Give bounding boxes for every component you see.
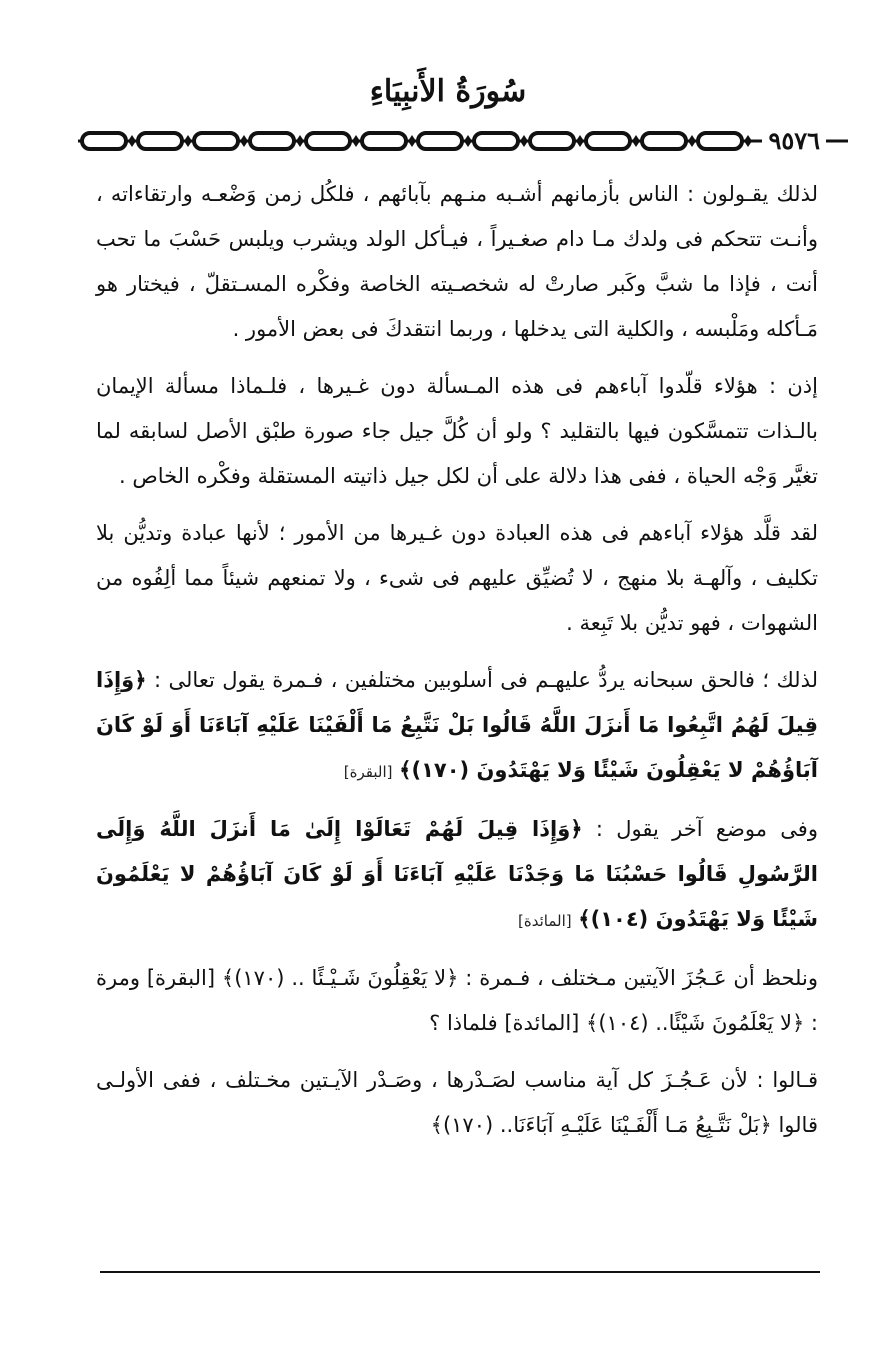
paragraph-text: لذلك يقـولون : الناس بأزمانهم أشـبه منـهم بآبائهم ، فلكُل زمن وَضْعـه وارتقاءاته ، وأنـت تتحكم فى ولدك مـا دام صغـيراً ، فيـأكل الولد ويشرب ويلبس حَسْبَ ما تحب أنت ، فإذا ما شبَّ وكَبر صارتْ له شخصـيته الخاصة وفكْره المسـتقلّ ، فيختار هو مَـأكله ومَلْبسه ، والكلية التى يدخلها ، وربما انتقدكَ فى بعض الأمور . [96,182,818,341]
paragraph-text: وفى موضع آخر يقول : [595,817,818,841]
paragraph-text: إذن : هؤلاء قلّدوا آباءهم فى هذه المـسألة دون غـيرها ، فلـماذا مسألة الإيمان بالـذات تتمسَّكون فيها بالتقليد ؟ ولو أن كُلَّ جيل جاء صورة طبْق الأصل لسابقه لما تغيَّر وَجْه الحياة ، ففى هذا دلالة على أن لكل جيل ذاتيته المستقلة وفكْره الخاص . [96,374,818,488]
paragraph [96,807,818,944]
paragraph [96,956,818,1046]
paragraph [96,511,818,646]
paragraph [96,364,818,499]
header-ornament-border [78,126,848,156]
paragraph [96,172,818,352]
surah-title: سُورَةُ الأَنبِيَاءِ [369,74,527,109]
quran-verse: ﴿وَإِذَا قِيلَ لَهُمْ تَعَالَوْا إِلَىٰ مَا أَنزَلَ اللَّهُ وَإِلَى الرَّسُولِ قَالُوا حَسْبُنَا مَا وَجَدْنَا عَلَيْهِ آبَاءَنَا أَوَ لَوْ كَانَ آبَاؤُهُمْ لا يَعْلَمُونَ شَيْئًا وَلا يَهْتَدُونَ (١٠٤)﴾ [96,817,818,931]
paragraph-text: ونلحظ أن عَـجُزَ الآيتين مـختلف ، فـمرة : ﴿لا يَعْقِلُونَ شَـيْـئًا .. (١٧٠)﴾ [البقرة] ومرة : ﴿لا يَعْلَمُونَ شَيْئًا.. (١٠٤)﴾ [المائدة] فلماذا ؟ [96,966,818,1035]
paragraph [96,1058,818,1148]
paragraph-text: لذلك ؛ فالحق سبحانه يردُّ عليهـم فى أسلوبين مختلفين ، فـمرة يقول تعالى : [154,668,818,692]
surah-reference: [البقرة] [343,763,393,781]
body-text [96,172,818,1160]
paragraph-text: لقد قلَّد هؤلاء آباءهم فى هذه العبادة دون غـيرها من الأمور ؛ لأنها عبادة وتديُّن بلا تكليف ، وآلهـة بلا منهج ، لا تُضيِّق عليهم فى شىء ، ولا تمنعهم شيئاً مما ألِفُوه من الشهوات ، فهو تديُّن بلا تَبِعة . [96,521,818,635]
page-number: ٩٥٧٦ [762,126,826,156]
paragraph-text: قـالوا : لأن عَـجُـزَ كل آية مناسب لصَـدْرها ، وصَـدْر الآيـتين مخـتلف ، ففى الأولـى قالوا ﴿بَلْ نَتَّـبِعُ مَـا أَلْفَـيْنَا عَلَيْـهِ آبَاءَنَا.. (١٧٠)﴾ [96,1068,818,1137]
footer-rule [100,1271,820,1273]
quran-verse: ﴿وَإِذَا قِيلَ لَهُمُ اتَّبِعُوا مَا أَنزَلَ اللَّهُ قَالُوا بَلْ نَتَّبِعُ مَا أَلْفَيْنَا عَلَيْهِ آبَاءَنَا أَوَ لَوْ كَانَ آبَاؤُهُمْ لا يَعْقِلُونَ شَيْئًا وَلا يَهْتَدُونَ (١٧٠)﴾ [96,668,818,782]
paragraph [96,658,818,795]
surah-reference: [المائدة] [518,912,572,930]
